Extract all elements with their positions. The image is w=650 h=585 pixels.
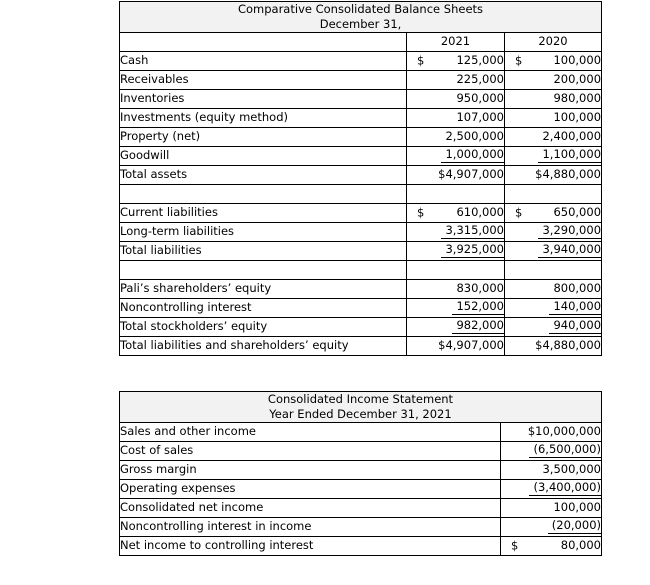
balance-sheet-row-year1 (407, 71, 505, 90)
income-statement-row-amount-value: 80,000 (560, 537, 601, 552)
balance-sheet-row-year1 (407, 90, 505, 109)
balance-sheet-row-year2 (505, 185, 602, 204)
income-statement-row-amount (501, 442, 602, 461)
income-statement-row-label: Noncontrolling interest in income (120, 518, 501, 537)
income-statement-title (120, 392, 602, 423)
balance-sheet-row-year1 (407, 147, 505, 166)
balance-sheet-row-label: Noncontrolling interest (120, 299, 407, 318)
balance-sheet-row-year1 (407, 166, 505, 185)
balance-sheet-row-year1-currency: $ (417, 205, 425, 220)
balance-sheet-row-year1-value: 1,000,000 (441, 149, 504, 163)
balance-sheet-row-year1 (407, 185, 505, 204)
table-row (120, 318, 602, 337)
balance-sheet-row-label: Total liabilities (120, 242, 407, 261)
balance-sheet-column-header-row (120, 33, 602, 52)
balance-sheet-body (120, 2, 602, 356)
balance-sheet-row-year2-value: 3,940,000 (538, 244, 601, 258)
income-statement-row-amount-currency: $ (511, 538, 519, 553)
income-statement-row-label: Cost of sales (120, 442, 501, 461)
balance-sheet-header-year2: 2020 (505, 33, 602, 52)
balance-sheet-row-year1 (407, 52, 505, 71)
balance-sheet-row-year2 (505, 280, 602, 299)
balance-sheet-spacer-row (120, 261, 602, 280)
balance-sheet-row-year2-value: 100,000 (553, 52, 602, 67)
balance-sheet-row-year2-value: 2,400,000 (542, 128, 602, 143)
table-row (120, 280, 602, 299)
balance-sheet-row-year2 (505, 128, 602, 147)
table-row (120, 223, 602, 242)
balance-sheet-row-year2-value: 650,000 (553, 204, 602, 219)
table-row (120, 109, 602, 128)
table-row (120, 71, 602, 90)
balance-sheet-row-year1 (407, 299, 505, 318)
balance-sheet-row-label: Total stockholders’ equity (120, 318, 407, 337)
balance-sheet-row-year1 (407, 242, 505, 261)
balance-sheet-row-label: Property (net) (120, 128, 407, 147)
table-row (120, 518, 602, 537)
balance-sheet-spacer-row (120, 185, 602, 204)
balance-sheet-title-row (120, 2, 602, 33)
comparative-balance-sheet-table (119, 1, 602, 356)
income-statement-title-line1: Consolidated Income Statement (267, 392, 454, 406)
balance-sheet-row-year1 (407, 204, 505, 223)
balance-sheet-row-year1 (407, 128, 505, 147)
balance-sheet-row-year2 (505, 261, 602, 280)
income-statement-title-row (120, 392, 602, 423)
balance-sheet-row-year1-value: 950,000 (456, 90, 504, 105)
balance-sheet-row-year1 (407, 280, 505, 299)
balance-sheet-title-line1: Comparative Consolidated Balance Sheets (237, 2, 484, 16)
balance-sheet-row-year2-currency: $ (515, 205, 523, 220)
balance-sheet-row-year1 (407, 318, 505, 337)
table-row (120, 337, 602, 356)
balance-sheet-row-label (120, 185, 407, 204)
balance-sheet-row-year2-value: 940,000 (549, 320, 601, 334)
table-row (120, 423, 602, 442)
income-statement-row-amount (501, 499, 602, 518)
balance-sheet-row-year1 (407, 261, 505, 280)
balance-sheet-row-label: Pali’s shareholders’ equity (120, 280, 407, 299)
balance-sheet-row-year2-currency: $ (515, 53, 523, 68)
balance-sheet-row-year2 (505, 166, 602, 185)
balance-sheet-row-year2 (505, 299, 602, 318)
table-row (120, 242, 602, 261)
balance-sheet-row-year1-value: 107,000 (456, 109, 504, 124)
balance-sheet-row-year2-value: $4,880,000 (535, 337, 602, 352)
balance-sheet-row-year1 (407, 337, 505, 356)
balance-sheet-row-year2 (505, 223, 602, 242)
balance-sheet-row-year1-value: 125,000 (456, 52, 504, 67)
income-statement-body (120, 392, 602, 556)
income-statement-row-amount-value: (3,400,000) (529, 482, 601, 496)
income-statement-row-amount-value: $10,000,000 (527, 423, 601, 438)
balance-sheet-row-year1-value: 3,315,000 (441, 225, 504, 239)
balance-sheet-row-year1-value: 152,000 (452, 301, 504, 315)
income-statement-row-label: Net income to controlling interest (120, 537, 501, 556)
balance-sheet-row-label: Total liabilities and shareholders’ equity (120, 337, 407, 356)
balance-sheet-row-year2-value: 200,000 (553, 71, 602, 86)
balance-sheet-row-label (120, 261, 407, 280)
income-statement-row-amount (501, 423, 602, 442)
balance-sheet-row-label: Current liabilities (120, 204, 407, 223)
balance-sheet-row-year2 (505, 147, 602, 166)
balance-sheet-row-year1-value: 982,000 (452, 320, 504, 334)
table-row (120, 52, 602, 71)
balance-sheet-row-label: Receivables (120, 71, 407, 90)
income-statement-row-amount-value: 100,000 (553, 499, 601, 514)
balance-sheet-row-year1 (407, 109, 505, 128)
balance-sheet-header-label (120, 33, 407, 52)
balance-sheet-row-year2-value: 800,000 (553, 280, 602, 295)
balance-sheet-row-year2 (505, 204, 602, 223)
balance-sheet-row-year2-value: 3,290,000 (538, 225, 601, 239)
balance-sheet-row-label: Cash (120, 52, 407, 71)
balance-sheet-row-label: Long-term liabilities (120, 223, 407, 242)
table-row (120, 90, 602, 109)
income-statement-row-amount (501, 480, 602, 499)
income-statement-row-amount-value: (20,000) (548, 520, 601, 534)
balance-sheet-row-year2-value: 100,000 (553, 109, 602, 124)
income-statement-row-amount-value: 3,500,000 (542, 461, 601, 476)
income-statement-title-line2: Year Ended December 31, 2021 (269, 407, 452, 421)
balance-sheet-row-year2-value: $4,880,000 (535, 166, 602, 181)
table-row (120, 204, 602, 223)
balance-sheet-row-year1 (407, 223, 505, 242)
balance-sheet-row-label: Investments (equity method) (120, 109, 407, 128)
balance-sheet-row-label: Total assets (120, 166, 407, 185)
balance-sheet-row-year2 (505, 90, 602, 109)
income-statement-row-label: Operating expenses (120, 480, 501, 499)
balance-sheet-row-year2-value: 1,100,000 (538, 149, 601, 163)
income-statement-row-label: Gross margin (120, 461, 501, 480)
balance-sheet-row-year1-value: 225,000 (456, 71, 504, 86)
balance-sheet-row-year1-value: $4,907,000 (438, 166, 504, 181)
balance-sheet-title-line2: December 31, (319, 17, 402, 31)
balance-sheet-row-year2 (505, 71, 602, 90)
income-statement-row-label: Consolidated net income (120, 499, 501, 518)
balance-sheet-row-year2-value: 140,000 (549, 301, 601, 315)
table-row (120, 128, 602, 147)
balance-sheet-row-year1-value: $4,907,000 (438, 337, 504, 352)
balance-sheet-row-year2-value: 980,000 (553, 90, 602, 105)
consolidated-income-statement-table (119, 391, 602, 556)
income-statement-row-amount (501, 537, 602, 556)
balance-sheet-title (120, 2, 602, 33)
table-row (120, 166, 602, 185)
income-statement-row-amount-value: (6,500,000) (529, 444, 601, 458)
table-row (120, 147, 602, 166)
balance-sheet-row-label: Inventories (120, 90, 407, 109)
balance-sheet-row-year2 (505, 337, 602, 356)
balance-sheet-row-year2 (505, 52, 602, 71)
table-row (120, 299, 602, 318)
balance-sheet-row-year2 (505, 318, 602, 337)
balance-sheet-row-year1-value: 830,000 (456, 280, 504, 295)
income-statement-row-amount (501, 518, 602, 537)
table-row (120, 480, 602, 499)
income-statement-row-label: Sales and other income (120, 423, 501, 442)
balance-sheet-header-year1: 2021 (407, 33, 505, 52)
table-row (120, 461, 602, 480)
balance-sheet-row-year1-value: 3,925,000 (441, 244, 504, 258)
balance-sheet-row-year1-currency: $ (417, 53, 425, 68)
table-row (120, 499, 602, 518)
balance-sheet-row-year1-value: 610,000 (456, 204, 504, 219)
balance-sheet-row-year2 (505, 242, 602, 261)
table-row (120, 442, 602, 461)
balance-sheet-row-year1-value: 2,500,000 (445, 128, 504, 143)
table-row (120, 537, 602, 556)
income-statement-row-amount (501, 461, 602, 480)
balance-sheet-row-label: Goodwill (120, 147, 407, 166)
balance-sheet-row-year2 (505, 109, 602, 128)
